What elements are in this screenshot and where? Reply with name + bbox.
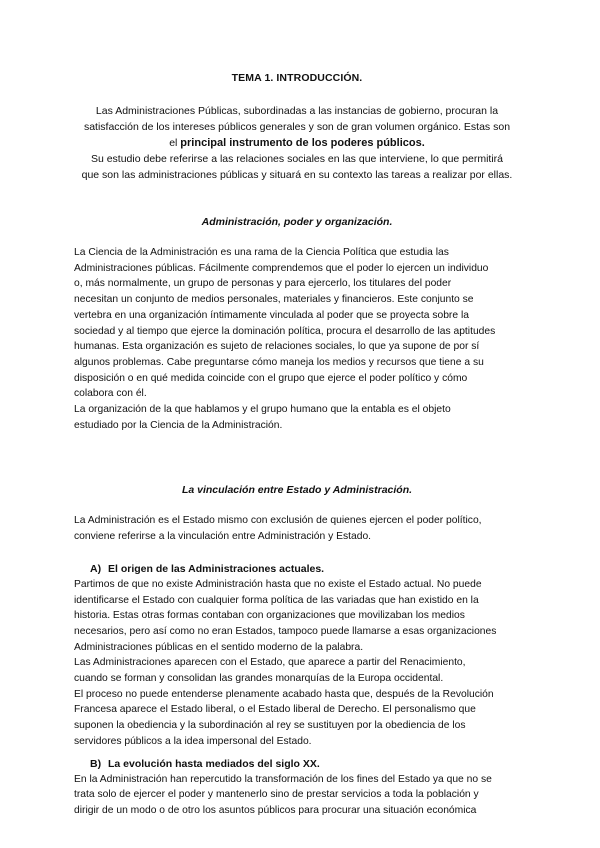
paragraph-line: trata solo de ejercer el poder y mantenerlo sino de prestar servicios a toda la población y — [74, 789, 479, 801]
intro-paragraph — [74, 103, 520, 183]
section-heading-administracion: Administración, poder y organización. — [201, 216, 393, 228]
subsection-title: La evolución hasta mediados del siglo XX. — [108, 757, 320, 770]
paragraph-line: necesarios, pero así como no eran Estados, tampoco puede llamarse a esas organizaciones — [74, 625, 497, 637]
paragraph-line: Partimos de que no existe Administración hasta que no existe el Estado actual. No puede — [74, 578, 482, 590]
paragraph-line: suponen la obediencia y la subordinación al rey se sustituyen por la obediencia de los — [74, 720, 466, 732]
paragraph-line: El proceso no puede entenderse plenamente acabado hasta que, después de la Revolución — [74, 688, 494, 700]
section-heading-vinculacion: La vinculación entre Estado y Administración. — [181, 484, 413, 497]
paragraph-line: vertebra en una organización íntimamente vinculada al poder que se proyecta sobre la — [74, 309, 469, 321]
paragraph-line: historia. Estas otras formas contaban con organizaciones que movilizaban los medios — [74, 610, 465, 622]
section2-paragraph — [74, 513, 520, 544]
subsection-a-paragraph — [74, 577, 520, 750]
paragraph-line: La Ciencia de la Administración es una rama de la Ciencia Política que estudia las — [74, 247, 449, 258]
document-title: TEMA 1. INTRODUCCIÓN. — [231, 72, 363, 84]
paragraph-line: o, más normalmente, un grupo de personas y para ejercerlo, los titulares del poder — [74, 278, 452, 290]
section1-paragraph — [74, 245, 520, 433]
intro-line: Las Administraciones Públicas, subordinadas a las instancias de gobierno, procuran la — [95, 105, 499, 117]
paragraph-line: identificarse el Estado con cualquier forma política de las variadas que han existido en la — [74, 594, 479, 606]
paragraph-line: La organización de la que hablamos y el grupo humano que la entabla es el objeto — [74, 404, 451, 416]
intro-line: Su estudio debe referirse a las relaciones sociales en las que interviene, lo que permitirá — [90, 153, 504, 165]
paragraph-line: dirigir de un modo o de otro los asuntos públicos para procurar una situación económica — [74, 804, 477, 816]
intro-bold-phrase: principal instrumento de los poderes públicos. — [180, 137, 425, 149]
paragraph-line: La Administración es el Estado mismo con exclusión de quienes ejercen el poder político, — [74, 515, 482, 527]
intro-line: que son las administraciones públicas y situará en su contexto las tareas a realizar por ellas. — [81, 169, 513, 181]
paragraph-line: En la Administración han repercutido la transformación de los fines del Estado ya que no se — [74, 773, 492, 785]
intro-line-prefix: el — [169, 137, 181, 149]
paragraph-line: Administraciones públicas. Fácilmente comprendemos que el poder lo ejercen un individuo — [74, 262, 489, 274]
subsection-heading-b — [74, 756, 520, 772]
paragraph-line: Las Administraciones aparecen con el Estado, que aparece a partir del Renacimiento, — [74, 657, 466, 669]
paragraph-line: estudiado por la Ciencia de la Administración. — [74, 419, 283, 431]
paragraph-line: Administraciones públicas en el sentido moderno de la palabra. — [74, 641, 364, 653]
intro-line: satisfacción de los intereses públicos generales y son de gran volumen orgánico. Estas son — [83, 121, 511, 133]
paragraph-line: conviene referirse a la vinculación entre Administración y Estado. — [74, 531, 372, 543]
subsection-number: B) — [90, 757, 102, 770]
paragraph-line: servidores públicos a la idea impersonal del Estado. — [74, 735, 312, 747]
paragraph-line: cuando se forman y consolidan las grandes monarquías de la Europa occidental. — [74, 673, 444, 685]
paragraph-line: colabora con él. — [74, 388, 147, 400]
paragraph-line: humanas. Esta organización es sujeto de relaciones sociales, lo que ya supone de por sí — [74, 341, 480, 353]
paragraph-line: algunos problemas. Cabe preguntarse cómo maneja los medios y recursos que tiene a su — [74, 356, 484, 368]
intro-line — [74, 135, 520, 151]
subsection-title: El origen de las Administraciones actuales. — [108, 562, 325, 575]
subsection-b-paragraph — [74, 772, 520, 819]
paragraph-line: disposición o en qué medida coincide con el grupo que ejerce el poder político y cómo — [74, 372, 468, 384]
paragraph-line: Francesa aparece el Estado liberal, o el Estado liberal de Derecho. El personalismo que — [74, 704, 476, 716]
paragraph-line: sociedad y al tiempo que ejerce la dominación política, procura el desarrollo de las aptitudes — [74, 325, 496, 337]
subsection-number: A) — [90, 562, 102, 575]
subsection-heading-a — [74, 561, 520, 577]
paragraph-line: necesitan un conjunto de medios personales, materiales y financieros. Este conjunto se — [74, 294, 474, 306]
